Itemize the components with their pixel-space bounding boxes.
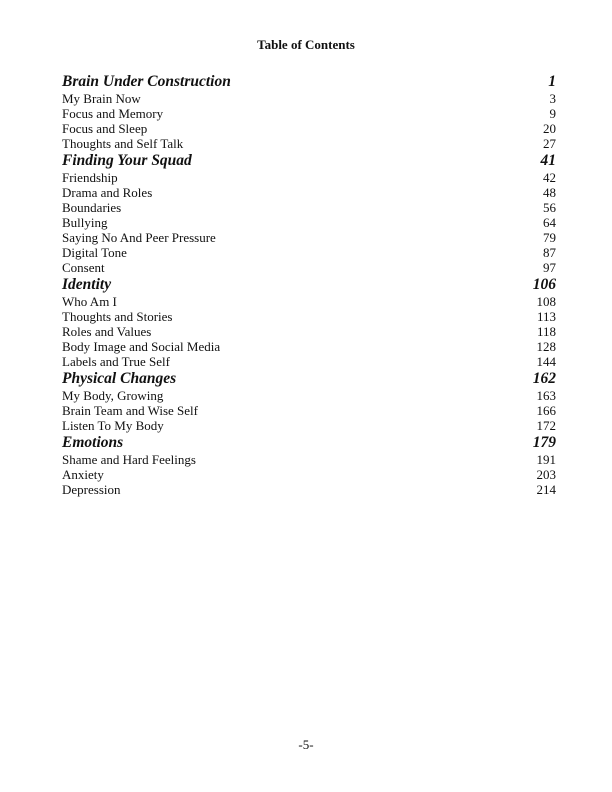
entry-page-number: 163 <box>536 388 556 403</box>
entry-title: Shame and Hard Feelings <box>62 452 196 467</box>
toc-entry <box>62 403 556 418</box>
entry-title: Focus and Memory <box>62 106 164 121</box>
section-page-number: 106 <box>532 276 556 293</box>
toc-entry <box>62 121 556 136</box>
toc-entry <box>62 339 556 354</box>
section-heading <box>62 275 556 294</box>
toc-entry <box>62 215 556 230</box>
entry-page-number: 20 <box>543 121 556 136</box>
entry-title: Body Image and Social Media <box>62 339 221 354</box>
entry-page-number: 64 <box>543 215 556 230</box>
toc-entry <box>62 200 556 215</box>
entry-page-number: 128 <box>536 339 556 354</box>
toc-entry <box>62 136 556 151</box>
section-title: Physical Changes <box>62 370 177 387</box>
entry-title: Anxiety <box>62 467 104 482</box>
toc-entry <box>62 245 556 260</box>
entry-page-number: 144 <box>536 354 556 369</box>
entry-page-number: 79 <box>543 230 556 245</box>
entry-title: Bullying <box>62 215 108 230</box>
entry-page-number: 27 <box>543 136 556 151</box>
section-heading <box>62 433 556 452</box>
table-of-contents <box>62 72 556 497</box>
entry-title: Labels and True Self <box>62 354 170 369</box>
entry-title: Thoughts and Self Talk <box>62 136 184 151</box>
entry-page-number: 118 <box>536 324 556 339</box>
entry-title: Consent <box>62 260 105 275</box>
entry-title: Roles and Values <box>62 324 152 339</box>
toc-entry <box>62 418 556 433</box>
toc-entry <box>62 482 556 497</box>
entry-title: Depression <box>62 482 121 497</box>
entry-title: Digital Tone <box>62 245 127 260</box>
entry-title: Brain Team and Wise Self <box>62 403 198 418</box>
toc-section <box>62 433 556 497</box>
toc-section <box>62 369 556 433</box>
entry-title: Saying No And Peer Pressure <box>62 230 216 245</box>
toc-entry <box>62 452 556 467</box>
section-page-number: 1 <box>548 73 556 90</box>
entry-title: My Brain Now <box>62 91 141 106</box>
entry-page-number: 214 <box>536 482 556 497</box>
entry-title: Friendship <box>62 170 118 185</box>
entry-page-number: 48 <box>543 185 556 200</box>
section-title: Finding Your Squad <box>62 152 192 169</box>
entry-page-number: 191 <box>536 452 556 467</box>
toc-section <box>62 151 556 275</box>
entry-page-number: 87 <box>543 245 556 260</box>
section-title: Brain Under Construction <box>62 73 231 90</box>
toc-section <box>62 275 556 369</box>
entry-title: Thoughts and Stories <box>62 309 173 324</box>
section-title: Identity <box>62 276 112 293</box>
entry-page-number: 3 <box>549 91 556 106</box>
entry-title: My Body, Growing <box>62 388 164 403</box>
toc-entry <box>62 91 556 106</box>
entry-title: Who Am I <box>62 294 117 309</box>
entry-title: Focus and Sleep <box>62 121 148 136</box>
section-heading <box>62 72 556 91</box>
entry-title: Drama and Roles <box>62 185 153 200</box>
toc-entry <box>62 294 556 309</box>
toc-entry <box>62 309 556 324</box>
entry-page-number: 9 <box>549 106 556 121</box>
page-number: -5- <box>298 737 314 752</box>
section-title: Emotions <box>62 434 124 451</box>
section-heading <box>62 151 556 170</box>
toc-section <box>62 72 556 151</box>
toc-entry <box>62 354 556 369</box>
entry-page-number: 97 <box>543 260 556 275</box>
toc-entry <box>62 185 556 200</box>
entry-page-number: 42 <box>543 170 556 185</box>
toc-entry <box>62 230 556 245</box>
entry-title: Boundaries <box>62 200 122 215</box>
toc-entry <box>62 388 556 403</box>
entry-page-number: 56 <box>543 200 556 215</box>
entry-page-number: 113 <box>536 309 556 324</box>
toc-entry <box>62 170 556 185</box>
toc-entry <box>62 260 556 275</box>
toc-entry <box>62 106 556 121</box>
entry-page-number: 108 <box>536 294 556 309</box>
toc-entry <box>62 467 556 482</box>
page-title: Table of Contents <box>257 37 355 52</box>
section-heading <box>62 369 556 388</box>
section-page-number: 162 <box>532 370 556 387</box>
section-page-number: 179 <box>532 434 556 451</box>
toc-entry <box>62 324 556 339</box>
entry-title: Listen To My Body <box>62 418 164 433</box>
entry-page-number: 166 <box>536 403 556 418</box>
entry-page-number: 172 <box>536 418 556 433</box>
section-page-number: 41 <box>540 152 556 169</box>
entry-page-number: 203 <box>536 467 556 482</box>
